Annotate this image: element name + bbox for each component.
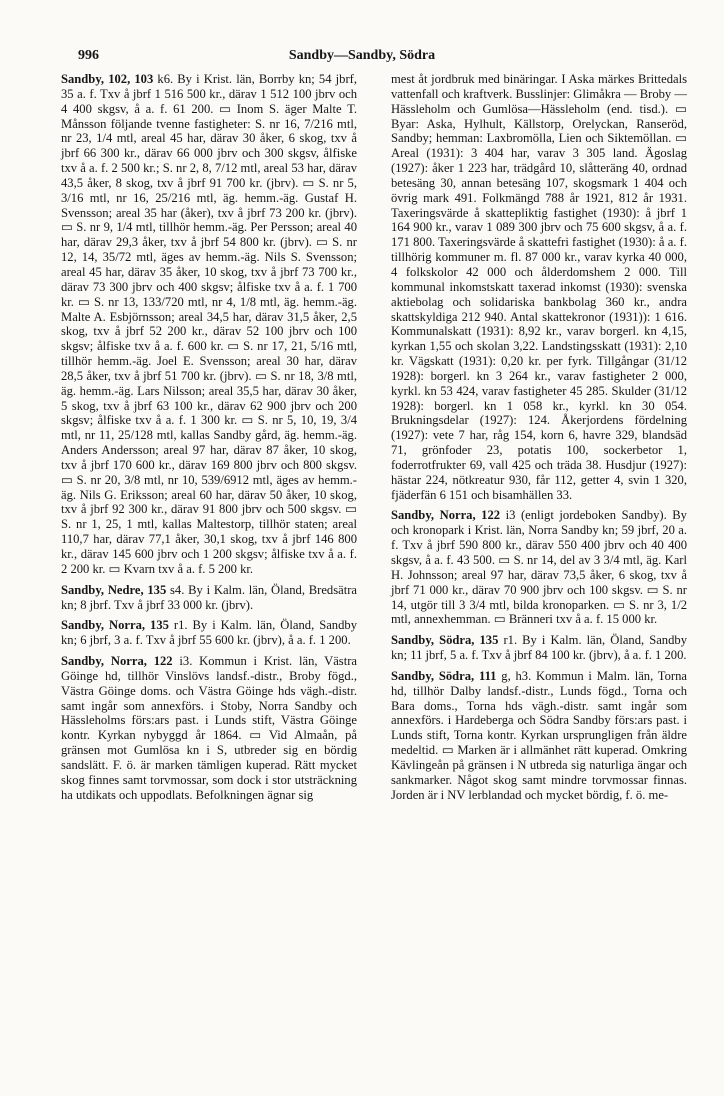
entry-text: i3 (enligt jordeboken Sandby). By och kronopark i Krist. län, Norra Sandby kn; 59 jbrf, 20 a. f. Txv å jbrf 590 800 kr., därav 550 400 jbrv och 40 400 skgsv, å a. f. 43 500. ▭ S. nr 14, del av 3 3/4 mtl, äg. Karl H. Johnsson; areal 97 har, därav 73,5 åker, 6 skog, txv å jbrf 71 000 kr., därav 70 900 jbrv och 100 skgsv. ▭ S. nr 14, utgör till 3 3/4 mtl, bilda kronoparken. ▭ S. nr 3, 1/2 mtl, annexhemman. ▭ Bränneri txv å a. f. 15 000 kr. <box>391 508 687 627</box>
entry-text: k6. By i Krist. län, Borrby kn; 54 jbrf, 35 a. f. Txv å jbrf 1 516 500 kr., därav 1 512 100 jbrv och 4 400 skgsv, å a. f. 61 200. ▭ Inom S. äger Malte T. Månsson följande tvenne fastigheter: S. nr 16, 7/216 mtl, nr 23, 1/4 mtl, areal 45 har, därav 30 åker, 6 skog, txv å jbrf 66 300 kr., därav 66 000 jbrv och 300 skgsv, ålfiske txv å a. f. 2 500 kr.; S. nr 2, 8, 7/12 mtl, areal 53 har, därav 43,5 åker, 8 skog, txv å jbrf 91 700 kr. (jbrv). ▭ S. nr 5, 3/16 mtl, nr 16, 25/216 mtl, äg. hemm.-äg. Gustaf H. Svensson; areal 35 har (åker), txv å jbrf 73 200 kr. (jbrv). ▭ S. nr 9, 1/4 mtl, tillhör hemm.-äg. Per Persson; areal 40 har, därav 29,3 åker, txv å jbrf 54 800 kr. (jbrv). ▭ S. nr 12, 14, 35/72 mtl, äges av hemm.-äg. Nils S. Svensson; areal 45 har, därav 35 åker, 10 skog, txv å jbrf 73 700 kr., därav 73 300 jbrv och 400 skgsv; ålfiske txv å a. f. 1 700 kr. ▭ S. nr 13, 133/720 mtl, nr 4, 1/8 mtl, äg. hemm.-äg. Malte A. Esbjörnsson; areal 34,5 har, därav 31,5 åker, 2,5 skog, txv å jbrf 52 200 kr., därav 52 100 jbrv och 100 skgsv; ålfiske txv å a. f. 600 kr. ▭ S. nr 17, 21, 5/16 mtl, tillhör hemm.-äg. Joel E. Svensson; areal 30 har, därav 28,5 åker, txv å jbrf 51 700 kr. (jbrv). ▭ S. nr 18, 3/8 mtl, äg. hemm.-äg. Lars Nilsson; areal 35,5 har, därav 30 åker, 5 skog, txv å jbrf 63 100 kr., därav 62 900 jbrv och 200 skgsv; ålfiske txv å a. f. 1 300 kr. ▭ S. nr 5, 10, 19, 3/4 mtl, nr 11, 25/128 mtl, kallas Sandby gård, äg. hemm.-äg. Anders Andersson; areal 97 har, därav 87 åker, 10 skog, txv å jbrf 170 600 kr., därav 169 800 jbrv och 800 skgsv. ▭ S. nr 20, 3/8 mtl, nr 10, 539/6912 mtl, äges av hemm.-äg. Nils G. Eriksson; areal 60 har, därav 50 åker, 10 skog, txv å jbrf 92 300 kr., därav 91 800 jbrv och 500 skgsv. ▭ S. nr 1, 25, 1 mtl, kallas Maltestorp, tillhör staten; areal 110,7 har, därav 77,1 åker, 30,1 skog, txv å jbrf 146 800 kr., därav 145 600 jbrv och 1 200 skgsv; ålfiske txv å a. f. 2 200 kr. ▭ Kvarn txv å a. f. 5 200 kr. <box>61 72 357 576</box>
entry-text: r1. By i Kalm. län, Öland, Sandby kn; 6 jbrf, 3 a. f. Txv å jbrf 55 600 kr. (jbrv), å a. f. 1 200. <box>61 618 357 648</box>
right-column <box>391 72 687 809</box>
entry-sandby-nedre <box>61 583 357 613</box>
entry-heading: Sandby, Nedre, 135 <box>61 582 167 597</box>
entry-text: g, h3. Kommun i Malm. län, Torna hd, tillhör Dalby landsf.-distr., Lunds fögd., Torna och Bara doms., Torna hds vägh.-distr. samt ingår som annexförs. i Hardeberga och Södra Sandby förs:ars past. i Lunds stift, Torna kontr. Kyrkan ursprungligen från äldre medeltid. ▭ Marken är i allmänhet rätt kuperad. Omkring Kävlingeån på gränsen i N utbreda sig naturliga ängar och sankmarker. Något skog samt mindre torvmossar finnas. Jorden är i NV lerblandad och mycket bördig, f. ö. me- <box>391 668 687 802</box>
entry-text: i3. Kommun i Krist. län, Västra Göinge hd, tillhör Vinslövs landsf.-distr., Broby fögd., Västra Göinge doms. och Västra Göinge hds vägh.-distr. samt ingår som annexförs. i Stoby, Norra Sandby och Hässleholms förs:ars past. i Lunds stift, Västra Göinge kontr. Kyrkan nybyggd år 1864. ▭ Vid Almaån, på gränsen mot Gumlösa kn i S, utbreder sig en bördig sandslätt. F. ö. är marken tämligen kuperad. Rätt mycket skog finnes samt torvmossar, som dock i stor utsträckning ha utdikats och uppodlats. Befolkningen ägnar sig <box>61 654 357 802</box>
entry-sandby-norra-122-kommun <box>61 654 357 802</box>
entry-heading: Sandby, Norra, 135 <box>61 618 169 633</box>
entry-sandby-102 <box>61 72 357 577</box>
entry-text: s4. By i Kalm. län, Öland, Bredsätra kn; 8 jbrf. Txv å jbrf 33 000 kr. (jbrv). <box>61 582 357 612</box>
entry-heading: Sandby, 102, 103 <box>61 72 154 86</box>
entry-text: r1. By i Kalm. län, Öland, Sandby kn; 11 jbrf, 5 a. f. Txv å jbrf 84 100 kr. (jbrv), å a. f. 1 200. <box>391 633 687 663</box>
entry-text: mest åt jordbruk med binäringar. I Aska märkes Brittedals vattenfall och kraftverk. Busslinjer: Glimåkra — Broby — Hässleholm och Gumlösa—Hässleholm (end. tisd.). ▭ Byar: Aska, Hylhult, Källstorp, Orelyckan, Ranseröd, Sandby; hemman: Laxbromölla, Lien och Siktemöllan. ▭ Areal (1931): 3 404 har, varav 3 305 land. Ägoslag (1927): åker 1 223 har, trädgård 10, slåtteräng 40, ordnad betesäng 30, annan betesäng 107, skogsmark 1 404 och övrig mark 491. Folkmängd 788 år 1921, 812 år 1931. Taxeringsvärde å skattepliktig fastighet (1930): å jbrf 1 164 900 kr., varav 1 089 300 jbrv och 75 600 skgsv, å a. f. 171 800. Taxeringsvärde å skattefri fastighet (1930): å a. f. tillhörig kommuner m. fl. 87 000 kr., varav kyrka 40 000, 4 folkskolor 42 000 och ålderdomshem 2 000. Till kommunal inkomstskatt taxerad inkomst (1930): svenska aktiebolag och solidariska bankbolag 360 kr., andra skattskyldiga 212 940. Antal skattekronor (1931)): 1 616. Kommunalskatt (1931): 8,92 kr., varav borgerl. kn 4,15, kyrkan 1,55 och skolan 3,22. Landstingsskatt (1931): 2,10 kr. Vägskatt (1931): 0,20 kr. per fyrk. Tillgångar (31/12 1928): borgerl. kn 3 264 kr., varav fastigheter 2 000, kyrkl. kn 53 424, varav fastigheter 45 285. Skulder (31/12 1928): borgerl. kn 1 058 kr., kyrkl. kn 30 054. Brukningsdelar (1927): 124. Åkerjordens fördelning (1927): vete 7 har, råg 154, korn 6, havre 329, blandsäd 71, grönfoder 23, potatis 100, sockerbetor 1, foderrotfrukter 69, vall 425 och träda 38. Husdjur (1927): hästar 224, nötkreatur 930, får 112, getter 4, svin 1 320, fjäderfän 6 151 och bisamhällen 33. <box>391 72 687 502</box>
entry-heading: Sandby, Norra, 122 <box>391 508 501 523</box>
entry-heading: Sandby, Norra, 122 <box>61 654 173 669</box>
running-head: Sandby—Sandby, Södra <box>288 48 436 63</box>
entry-sandby-sodra-135 <box>391 633 687 663</box>
entry-sandby-sodra-111 <box>391 669 687 803</box>
entry-heading: Sandby, Södra, 135 <box>391 633 499 648</box>
entry-sandby-norra-135 <box>61 618 357 648</box>
page-number: 996 <box>78 48 99 63</box>
entry-continuation <box>391 72 687 502</box>
entry-heading: Sandby, Södra, 111 <box>391 668 497 683</box>
left-column <box>61 72 357 809</box>
entry-sandby-norra-122-by <box>391 508 687 627</box>
